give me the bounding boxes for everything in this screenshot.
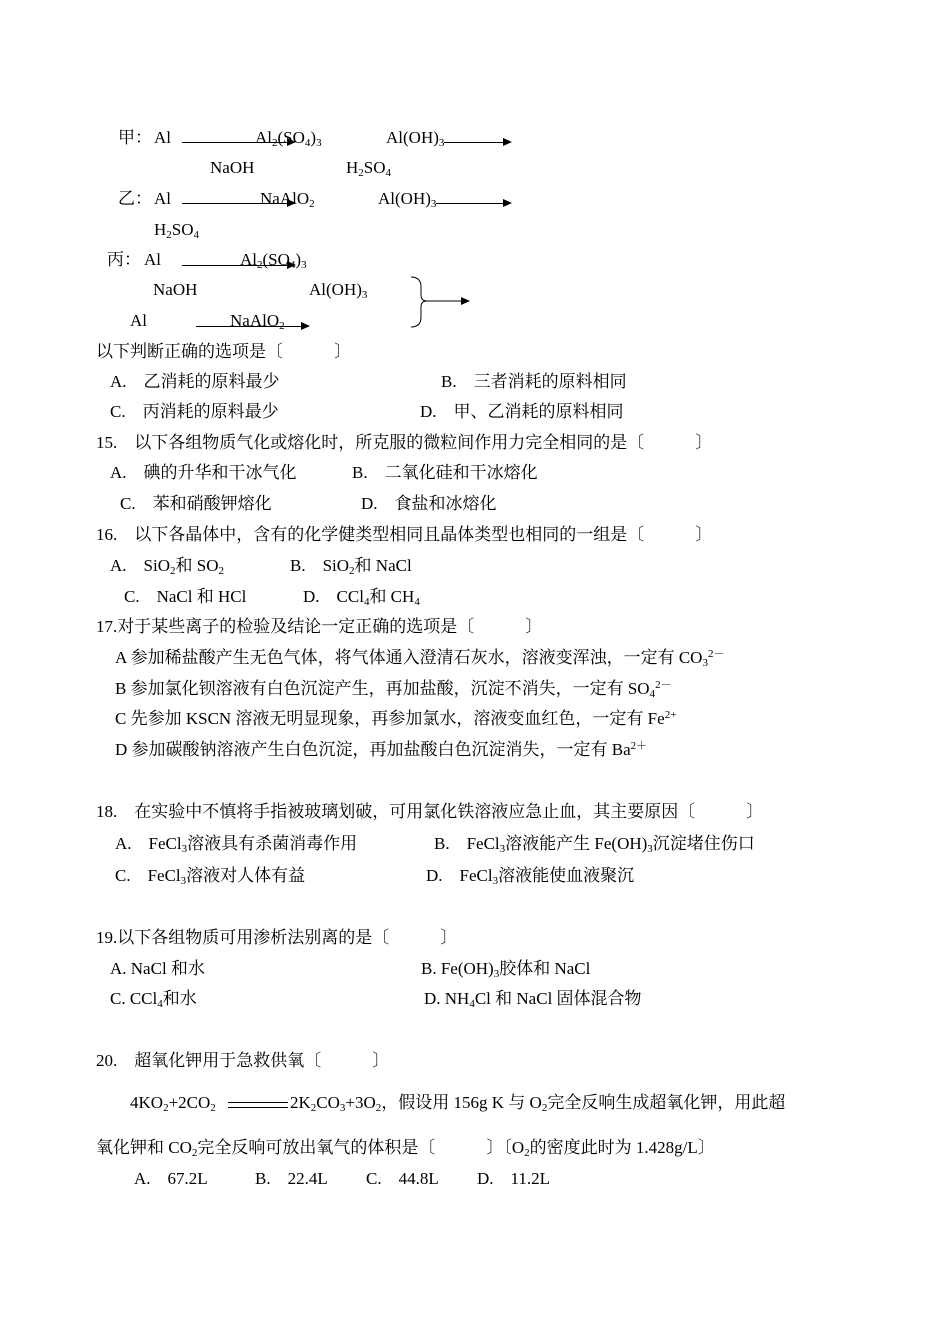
q18-option-c: C. FeCl$_3$溶液对人体有益 — [115, 866, 306, 887]
q14-stem: 以下判断正确的选项是〔 〕 — [96, 342, 351, 361]
scheme-jia-reagent2: $H_2SO_4$ — [346, 158, 392, 179]
scheme-bing-product2: $Al(OH)_3$ — [309, 280, 368, 301]
q20-equation-left: $4KO_2+2CO_2$ — [130, 1093, 216, 1114]
q15-option-d: D. 食盐和冰熔化 — [361, 494, 497, 513]
scheme-yi-product1: NaAlO$_2$ — [260, 189, 315, 210]
scheme-jia-reactant: Al — [154, 128, 171, 147]
scheme-bing-reactant2: Al — [130, 311, 147, 330]
q19-option-d: D. $NH_4Cl$ 和 NaCl 固体混合物 — [424, 989, 642, 1010]
q20-option-a: A. 67.2L — [134, 1169, 208, 1188]
scheme-yi-reagent1: $H_2SO_4$ — [154, 220, 200, 241]
q20-option-c: C. 44.8L — [366, 1169, 439, 1188]
arrow-icon — [444, 142, 510, 143]
q16-option-a: A. SiO$_2$和 $SO_2$ — [110, 556, 224, 577]
scheme-jia-product2: $Al(OH)_3$ — [386, 128, 445, 149]
brace-arrow-icon — [405, 275, 475, 329]
q19-option-b: B. $Fe(OH)_3$胶体和 NaCl — [421, 959, 591, 980]
scheme-jia-product1: $Al_2(SO_4)_3$ — [255, 128, 322, 149]
equals-sign-icon — [228, 1102, 288, 1108]
scheme-jia-reagent1: NaOH — [210, 158, 255, 177]
scheme-bing-product3: NaAlO$_2$ — [230, 311, 285, 332]
q18-option-a: A. FeCl$_3$溶液具有杀菌消毒作用 — [115, 834, 358, 855]
q17-option-c: C 先参加 KSCN 溶液无明显现象，再参加氯水，溶液变血红色，一定有 $Fe^{2+}$ — [115, 709, 677, 728]
q17-option-d: D 参加碳酸钠溶液产生白色沉淀，再加盐酸白色沉淀消失，一定有 $Ba^{2+}$ — [115, 740, 648, 759]
scheme-bing-label: 丙： — [107, 250, 141, 269]
scheme-yi-label: 乙： — [118, 189, 152, 208]
q15-option-a: A. 碘的升华和干冰气化 — [110, 463, 297, 482]
q14-option-d: D. 甲、乙消耗的原料相同 — [420, 402, 624, 421]
q16-option-d: D. CCl$_4$和 $CH_4$ — [303, 587, 420, 608]
q19-stem: 19.以下各组物质可用渗析法别离的是〔 〕 — [96, 928, 458, 947]
scheme-bing-reagent: NaOH — [153, 280, 198, 299]
q18-option-b: B. FeCl$_3$溶液能产生 $Fe(OH)_3$沉淀堵住伤口 — [434, 834, 755, 855]
q19-option-a: A. NaCl 和水 — [110, 959, 205, 978]
q15-option-c: C. 苯和硝酸钾熔化 — [120, 494, 272, 513]
arrow-icon — [436, 203, 510, 204]
scheme-bing-reactant: Al — [144, 250, 161, 269]
scheme-yi-reactant: Al — [154, 189, 171, 208]
q20-option-d: D. 11.2L — [477, 1169, 551, 1188]
q14-option-a: A. 乙消耗的原料最少 — [110, 372, 280, 391]
scheme-jia-label: 甲： — [118, 128, 152, 147]
scheme-yi-product2: $Al(OH)_3$ — [378, 189, 437, 210]
q18-option-d: D. FeCl$_3$溶液能使血液聚沉 — [426, 866, 635, 887]
q16-stem: 16. 以下各晶体中，含有的化学健类型相同且晶体类型也相同的一组是〔 〕 — [96, 525, 713, 544]
q19-option-c: C. CCl$_4$和水 — [110, 989, 197, 1010]
q15-option-b: B. 二氧化硅和干冰熔化 — [352, 463, 538, 482]
q20-option-b: B. 22.4L — [255, 1169, 328, 1188]
q18-stem: 18. 在实验中不慎将手指被玻璃划破，可用氯化铁溶液应急止血，其主要原因〔 〕 — [96, 802, 764, 821]
q16-option-b: B. SiO$_2$和 NaCl — [290, 556, 412, 577]
q14-option-b: B. 三者消耗的原料相同 — [441, 372, 627, 391]
q17-option-b: B 参加氯化钡溶液有白色沉淀产生，再加盐酸，沉淀不消失，一定有 $SO_4^{2-}$ — [115, 679, 672, 700]
q20-equation-right: $2K_2CO_3+3O_2$，假设用 156g K 与 $O_2$完全反响生成超氧化钾，用此超 — [290, 1093, 786, 1114]
q17-option-a: A 参加稀盐酸产生无色气体，将气体通入澄清石灰水，溶液变浑浊，一定有 $CO_3^{2-}$ — [115, 648, 725, 669]
q20-stem: 20. 超氧化钾用于急救供氧〔 〕 — [96, 1051, 390, 1070]
scheme-bing-product1: $Al_2(SO_4)_3$ — [240, 250, 307, 271]
q20-line2: 氧化钾和 $CO_2$完全反响可放出氧气的体积是〔 〕〔$O_2$的密度此时为 1.428g/L〕 — [96, 1138, 715, 1159]
q14-option-c: C. 丙消耗的原料最少 — [110, 402, 279, 421]
q15-stem: 15. 以下各组物质气化或熔化时，所克服的微粒间作用力完全相同的是〔 〕 — [96, 433, 713, 452]
q17-stem: 17.对于某些离子的检验及结论一定正确的选项是〔 〕 — [96, 617, 543, 636]
q16-option-c: C. NaCl 和 HCl — [124, 587, 247, 606]
